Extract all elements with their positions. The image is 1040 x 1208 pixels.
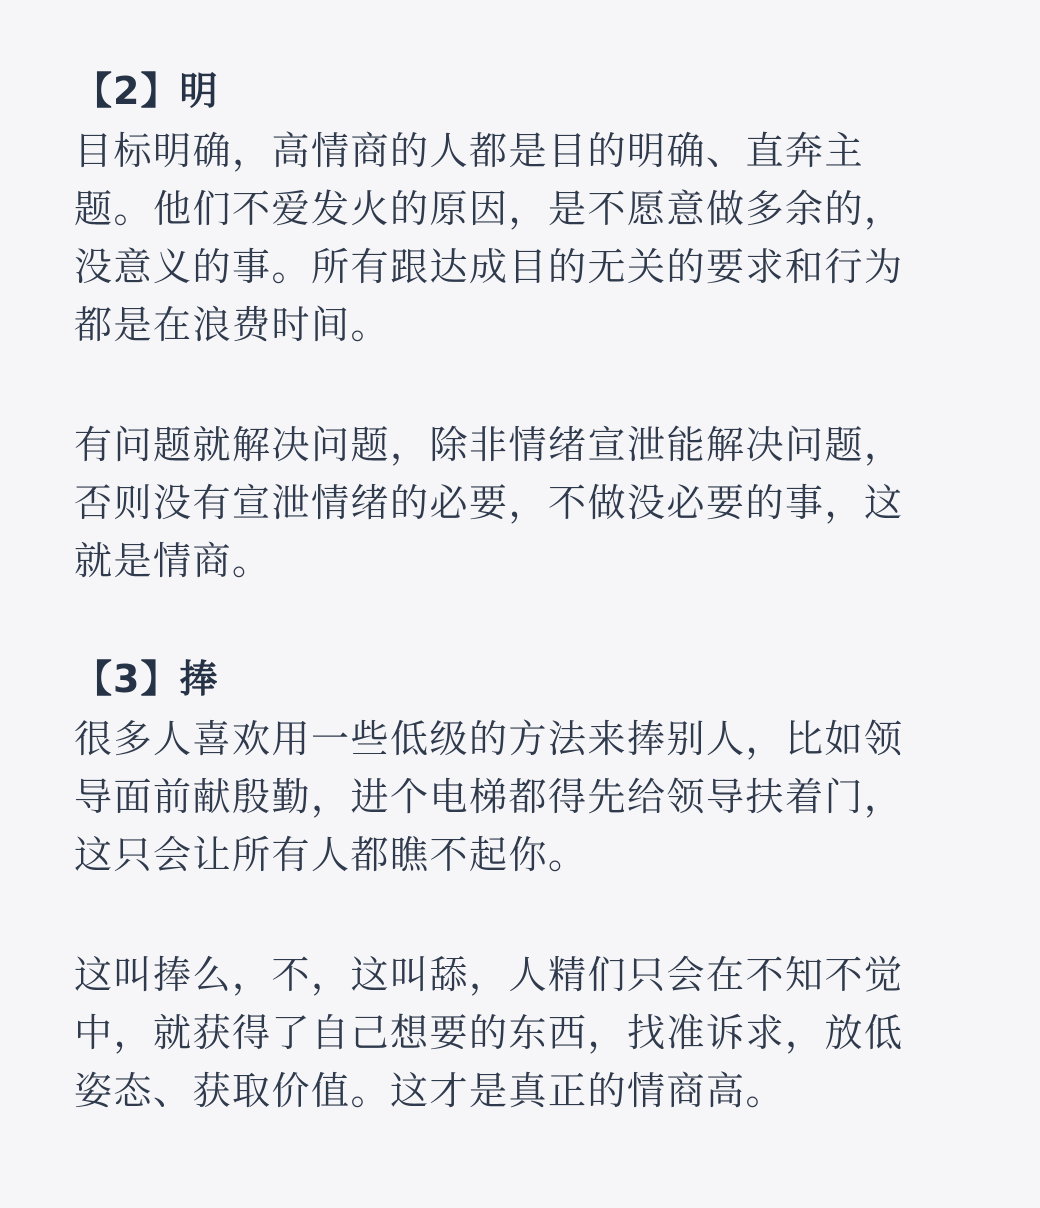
section-heading: 【3】捧 xyxy=(74,657,219,701)
paragraph: 很多人喜欢用一些低级的方法来捧别人，比如领导面前献殷勤，进个电梯都得先给领导扶着门，这只会让所有人都瞧不起你。 xyxy=(74,717,904,877)
paragraph: 有问题就解决问题，除非情绪宣泄能解决问题，否则没有宣泄情绪的必要，不做没必要的事，这就是情商。 xyxy=(74,423,904,583)
paragraph-spacer xyxy=(74,354,940,416)
section-heading: 【2】明 xyxy=(74,69,219,113)
section-ming xyxy=(74,0,940,590)
paragraph: 目标明确，高情商的人都是目的明确、直奔主题。他们不爱发火的原因，是不愿意做多余的，没意义的事。所有跟达成目的无关的要求和行为都是在浪费时间。 xyxy=(74,129,904,347)
section-peng xyxy=(74,590,940,1120)
paragraph: 这叫捧么，不，这叫舔，人精们只会在不知不觉中，就获得了自己想要的东西，找准诉求，放低姿态、获取价值。这才是真正的情商高。 xyxy=(74,953,904,1113)
paragraph-spacer xyxy=(74,884,940,946)
